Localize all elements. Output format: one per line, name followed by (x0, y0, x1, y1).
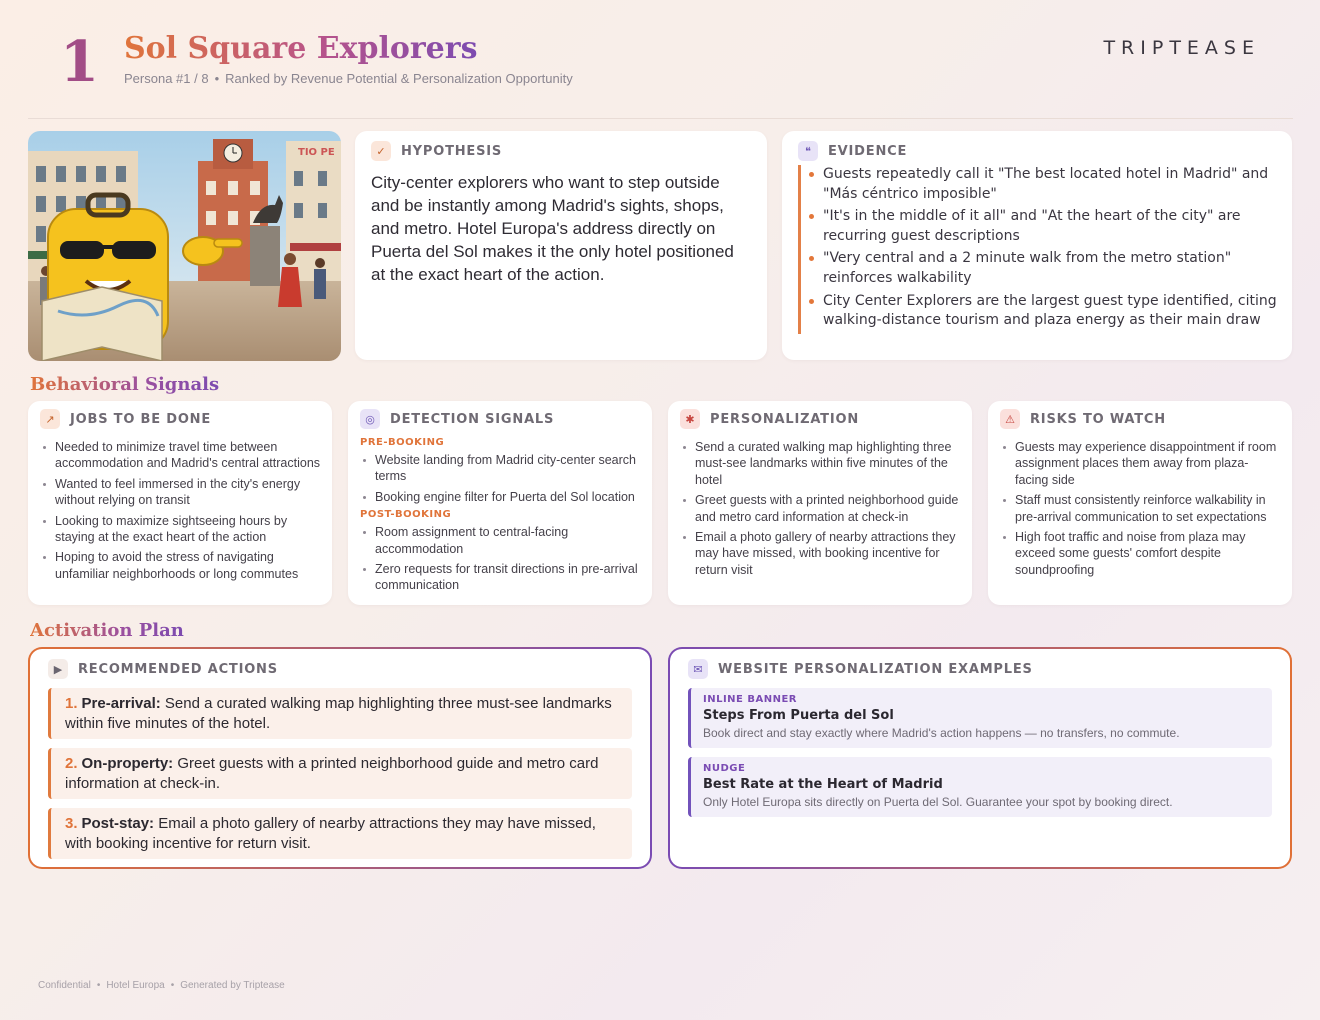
sparkle-icon: ✱ (680, 409, 700, 429)
brand-logo: TRIPTEASE (1103, 37, 1260, 59)
detection-signals-card (348, 401, 652, 605)
list-item: Booking engine filter for Puerta del Sol location (360, 489, 640, 505)
activation-plan-title: Activation Plan (30, 620, 184, 641)
quote-icon: ❝ (798, 141, 818, 161)
jobs-list (40, 439, 320, 582)
list-item: Wanted to feel immersed in the city's energy without relying on transit (40, 476, 320, 509)
post-booking-list (360, 524, 640, 594)
risks-label: RISKS TO WATCH (1030, 411, 1166, 427)
risks-header (1000, 409, 1280, 429)
evidence-label: EVIDENCE (828, 143, 908, 159)
action-item (48, 688, 632, 739)
example-title: Best Rate at the Heart of Madrid (703, 777, 943, 792)
list-item: Guests may experience disappointment if room assignment places them away from plaza-facing side (1000, 439, 1280, 488)
list-item: Room assignment to central-facing accommodation (360, 524, 640, 557)
example-body: Book direct and stay exactly where Madrid's action happens — no transfers, no commute. (703, 726, 1180, 740)
hypothesis-text: City-center explorers who want to step outside and be instantly among Madrid's sights, shops, and metro. Hotel Europa's address directly on Puerta del Sol makes it the only hotel positioned at the exact heart of the action. (371, 173, 734, 284)
jobs-label: JOBS TO BE DONE (70, 411, 212, 427)
evidence-list (798, 165, 1278, 334)
footer-hotel: Hotel Europa (106, 980, 165, 991)
action-item (48, 808, 632, 859)
website-label: WEBSITE PERSONALIZATION EXAMPLES (718, 661, 1033, 677)
persona-subtitle (124, 71, 573, 86)
arrow-up-right-icon: ↗ (40, 409, 60, 429)
check-icon: ✓ (371, 141, 391, 161)
evidence-header (798, 141, 1276, 161)
list-item: Staff must consistently reinforce walkability in pre-arrival communication to set expectations (1000, 492, 1280, 525)
persona-index: Persona #1 / 8 (124, 71, 209, 86)
example-type: NUDGE (703, 763, 746, 774)
footer-separator: • (170, 980, 175, 991)
list-item: Website landing from Madrid city-center search terms (360, 452, 640, 485)
jobs-to-be-done-card (28, 401, 332, 605)
list-item: High foot traffic and noise from plaza may exceed some guests' comfort despite soundproofing (1000, 529, 1280, 578)
action-stage: On-property: (81, 755, 174, 772)
footer-generated: Generated by Triptease (180, 980, 285, 991)
actions-label: RECOMMENDED ACTIONS (78, 661, 278, 677)
action-item (48, 748, 632, 799)
actions-header (48, 659, 632, 679)
risks-card (988, 401, 1292, 605)
persona-rank-number: 1 (60, 29, 99, 95)
website-example-card (688, 688, 1272, 748)
page-footer (38, 980, 285, 991)
action-number: 3. (65, 815, 78, 832)
website-personalization-panel (668, 647, 1292, 869)
action-stage: Pre-arrival: (81, 695, 161, 712)
detection-header (360, 409, 640, 429)
personalization-list (680, 439, 960, 578)
example-title: Steps From Puerta del Sol (703, 708, 894, 723)
example-body: Only Hotel Europa sits directly on Puerta del Sol. Guarantee your spot by booking direct. (703, 795, 1173, 809)
hypothesis-label: HYPOTHESIS (401, 143, 503, 159)
action-number: 2. (65, 755, 78, 772)
evidence-item: City Center Explorers are the largest guest type identified, citing walking-distance tourism and plaza energy as their main draw (823, 292, 1278, 331)
mail-icon: ✉ (688, 659, 708, 679)
hypothesis-header (371, 141, 751, 161)
list-item: Looking to maximize sightseeing hours by staying at the exact heart of the action (40, 513, 320, 546)
jobs-header (40, 409, 320, 429)
header-divider (28, 118, 1293, 119)
list-item: Zero requests for transit directions in pre-arrival communication (360, 561, 640, 594)
personalization-label: PERSONALIZATION (710, 411, 860, 427)
post-booking-label: POST-BOOKING (360, 509, 452, 521)
action-number: 1. (65, 695, 78, 712)
behavioral-signals-title: Behavioral Signals (30, 374, 220, 395)
evidence-item: Guests repeatedly call it "The best located hotel in Madrid" and "Más céntrico imposible" (823, 165, 1278, 204)
persona-illustration (28, 131, 341, 361)
list-item: Needed to minimize travel time between accommodation and Madrid's central attractions (40, 439, 320, 472)
play-icon: ▶ (48, 659, 68, 679)
website-example-card (688, 757, 1272, 817)
website-header (688, 659, 1272, 679)
warning-icon: ⚠ (1000, 409, 1020, 429)
list-item: Greet guests with a printed neighborhood guide and metro card information at check-in (680, 492, 960, 525)
footer-confidential: Confidential (38, 980, 91, 991)
evidence-item: "It's in the middle of it all" and "At the heart of the city" are recurring guest descriptions (823, 207, 1278, 246)
recommended-actions-panel (28, 647, 652, 869)
footer-separator: • (96, 980, 101, 991)
action-text: Email a photo gallery of nearby attractions they may have missed, with booking incentive for return visit. (65, 815, 596, 852)
action-text: Greet guests with a printed neighborhood guide and metro card information at check-in. (65, 755, 599, 792)
list-item: Send a curated walking map highlighting three must-see landmarks within five minutes of the hotel (680, 439, 960, 488)
evidence-item: "Very central and a 2 minute walk from the metro station" reinforces walkability (823, 249, 1278, 288)
hypothesis-card (355, 131, 767, 360)
action-text: Send a curated walking map highlighting three must-see landmarks within five minutes of the hotel. (65, 695, 612, 732)
pre-booking-label: PRE-BOOKING (360, 437, 445, 448)
action-stage: Post-stay: (81, 815, 155, 832)
persona-title: Sol Square Explorers (124, 31, 478, 66)
pre-booking-list (360, 452, 640, 505)
personalization-header (680, 409, 960, 429)
detection-label: DETECTION SIGNALS (390, 411, 555, 427)
list-item: Email a photo gallery of nearby attractions they may have missed, with booking incentive for return visit (680, 529, 960, 578)
ranking-criteria: Ranked by Revenue Potential & Personalization Opportunity (225, 71, 573, 86)
personalization-card (668, 401, 972, 605)
target-icon: ◎ (360, 409, 380, 429)
list-item: Hoping to avoid the stress of navigating unfamiliar neighborhoods or long commutes (40, 549, 320, 582)
subtitle-separator: • (214, 71, 220, 86)
risks-list (1000, 439, 1280, 578)
svg-text:TIO PE: TIO PE (298, 147, 335, 158)
example-type: INLINE BANNER (703, 694, 797, 705)
page-header (0, 0, 1320, 120)
evidence-card (782, 131, 1292, 360)
